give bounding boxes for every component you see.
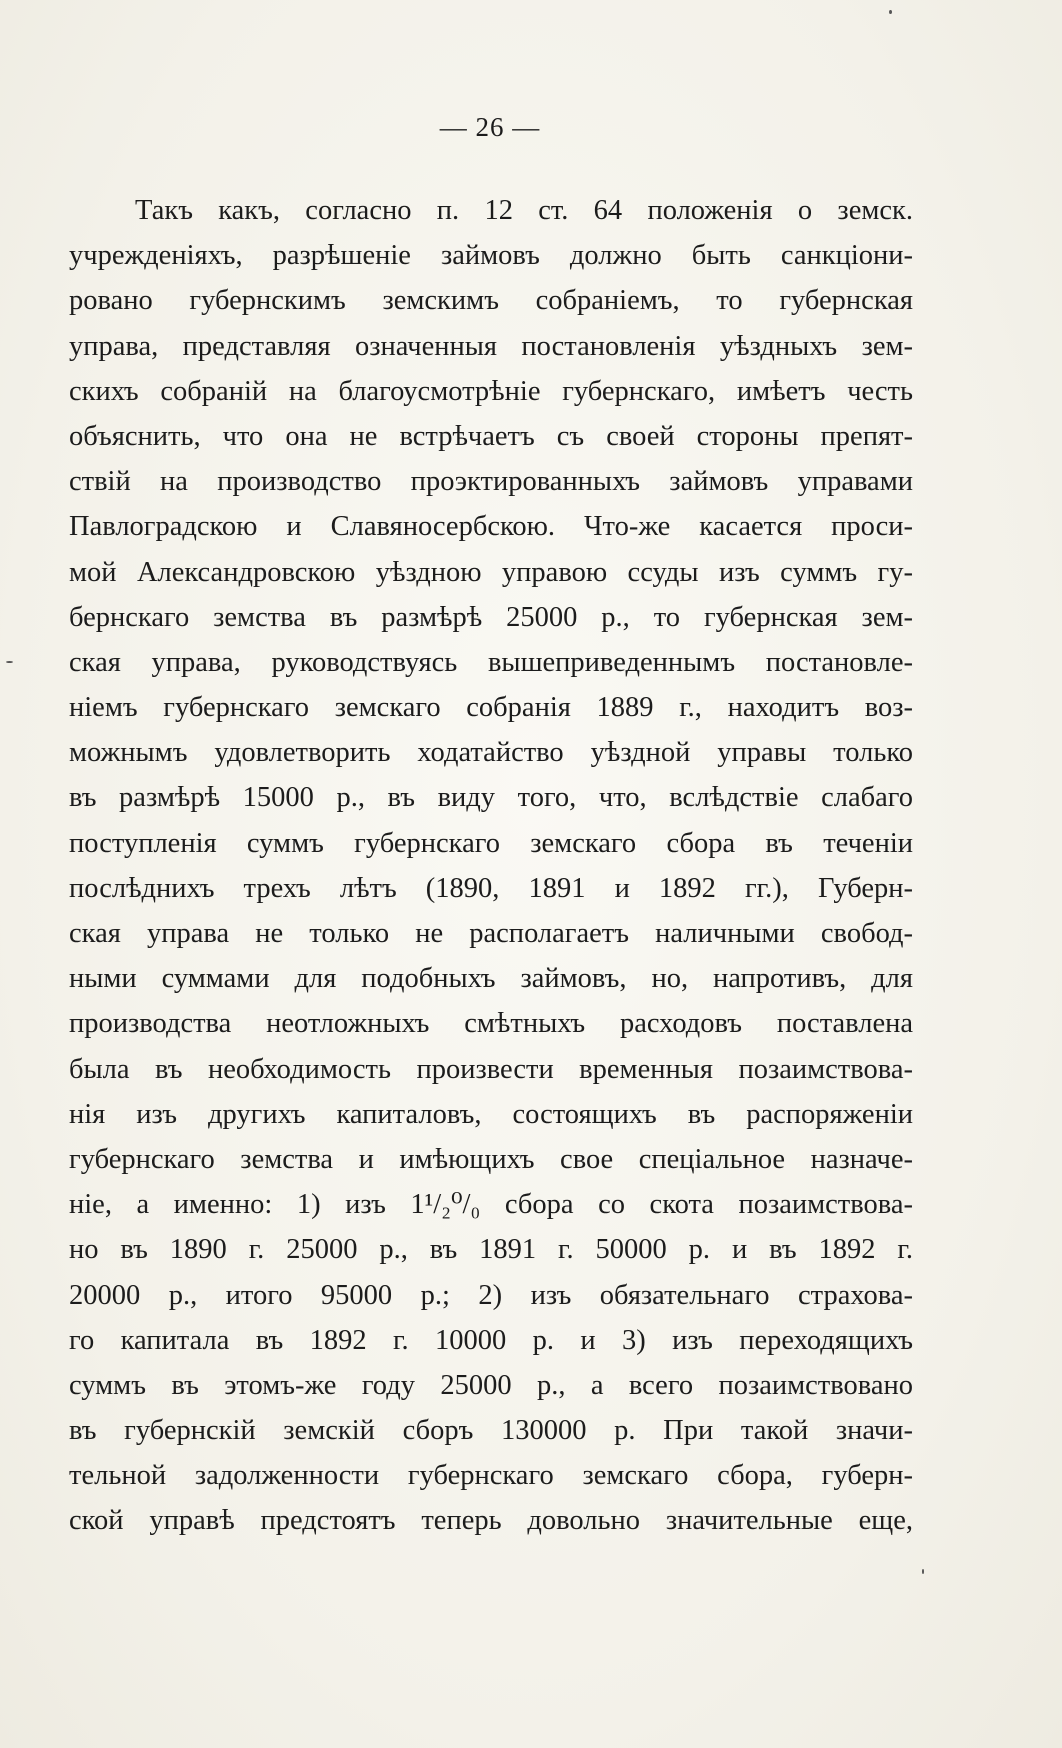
text-line: ніе, а именно: 1) изъ 1¹/₂⁰/₀ сбора со скота позаимствова-	[69, 1189, 913, 1221]
text-line: объяснить, что она не встрѣчаетъ съ своей стороны препят-	[69, 420, 913, 452]
paper-speck	[6, 661, 13, 663]
text-line: суммъ въ этомъ-же году 25000 р., а всего позаимствовано	[69, 1369, 913, 1401]
text-line: 20000 р., итого 95000 р.; 2) изъ обязательнаго страхова-	[69, 1279, 913, 1311]
body-text	[69, 188, 913, 1544]
text-line: тельной задолженности губернскаго земскаго сбора, губерн-	[69, 1460, 913, 1492]
paper-speck	[922, 1569, 924, 1574]
text-line: го капитала въ 1892 г. 10000 р. и 3) изъ переходящихъ	[69, 1324, 913, 1356]
text-line: бернскаго земства въ размѣрѣ 25000 р., то губернская зем-	[69, 601, 913, 633]
text-line: была въ необходимость произвести временныя позаимствова-	[69, 1053, 913, 1085]
text-line: ская управа не только не располагаетъ наличными свобод-	[69, 918, 913, 949]
text-line: ской управѣ предстоятъ теперь довольно значительные еще,	[69, 1505, 913, 1537]
text-line: ніемъ губернскаго земскаго собранія 1889 г., находитъ воз-	[69, 692, 913, 724]
page-number: — 26 —	[439, 112, 541, 142]
text-line: можнымъ удовлетворить ходатайство уѣздной управы только	[69, 737, 913, 769]
text-line: послѣднихъ трехъ лѣтъ (1890, 1891 и 1892 гг.), Губерн-	[69, 872, 913, 904]
text-line: производства неотложныхъ смѣтныхъ расходовъ поставлена	[69, 1008, 913, 1040]
text-line: управа, представляя означенныя постановленія уѣздныхъ зем-	[69, 330, 913, 362]
text-line: ровано губернскимъ земскимъ собраніемъ, то губернская	[69, 285, 913, 317]
text-line: въ размѣрѣ 15000 р., въ виду того, что, вслѣдствіе слабаго	[69, 782, 913, 814]
text-line: скихъ собраній на благоусмотрѣніе губернскаго, имѣетъ честь	[69, 375, 913, 407]
text-line: Павлоградскою и Славяносербскою. Что-же касается проси-	[69, 511, 913, 543]
text-line: ствій на производство проэктированныхъ займовъ управами	[69, 466, 913, 498]
text-line: но въ 1890 г. 25000 р., въ 1891 г. 50000 р. и въ 1892 г.	[69, 1234, 913, 1266]
text-line: въ губернскій земскій сборъ 130000 р. При такой значи-	[69, 1415, 913, 1447]
text-line: учрежденіяхъ, разрѣшеніе займовъ должно быть санкціони-	[69, 240, 913, 272]
text-line: поступленія суммъ губернскаго земскаго сбора въ теченіи	[69, 827, 913, 859]
text-line: нія изъ другихъ капиталовъ, состоящихъ въ распоряженіи	[69, 1098, 913, 1130]
text-line: ская управа, руководствуясь вышеприведеннымъ постановле-	[69, 646, 913, 678]
text-line: ными суммами для подобныхъ займовъ, но, напротивъ, для	[69, 963, 913, 995]
paper-speck	[889, 10, 892, 14]
text-line: губернскаго земства и имѣющихъ свое спеціальное назначе-	[69, 1143, 913, 1175]
text-line: Такъ какъ, согласно п. 12 ст. 64 положенія о земск.	[135, 195, 913, 226]
text-line: мой Александровскою уѣздною управою ссуды изъ суммъ гу-	[69, 556, 913, 588]
